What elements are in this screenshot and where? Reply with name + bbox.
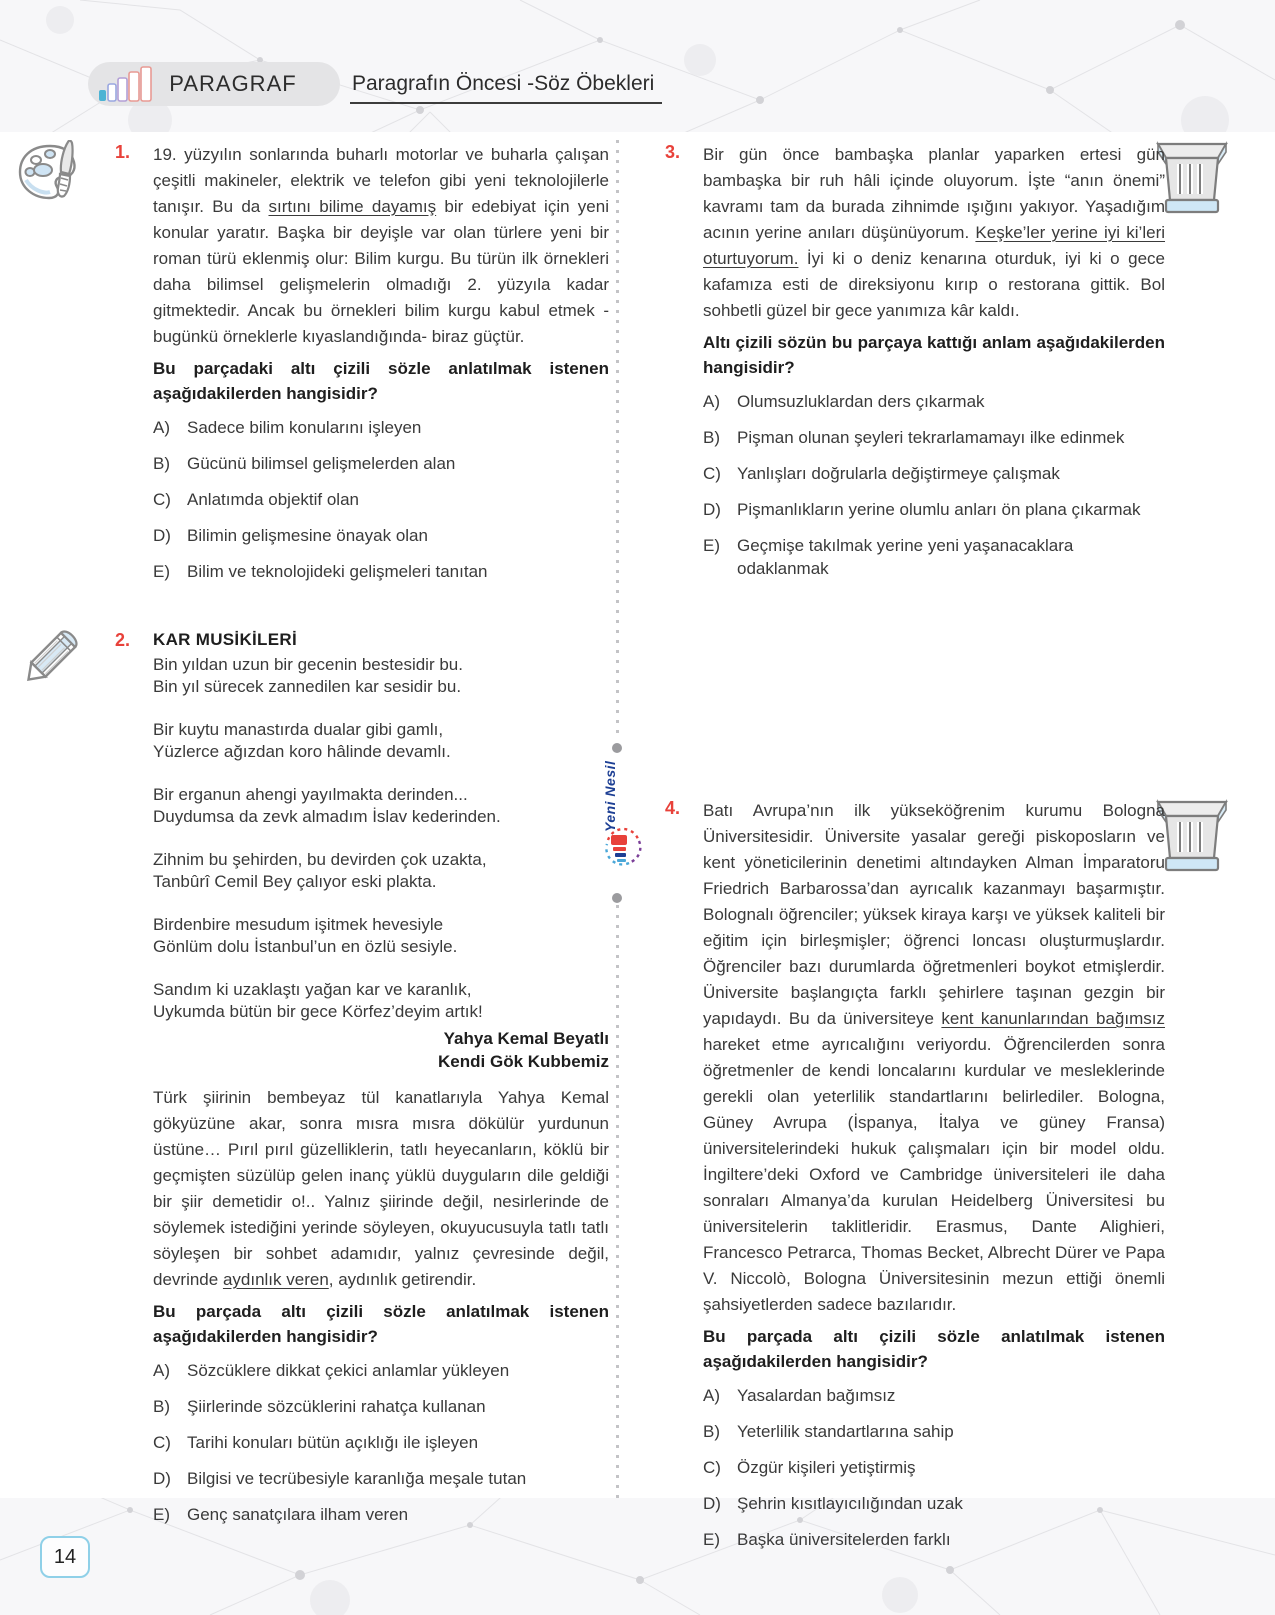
poem-title: KAR MUSİKİLERİ [153,630,297,649]
poem-attribution: Yahya Kemal Beyatlı Kendi Gök Kubbemiz [438,1029,609,1071]
option-d[interactable]: D) Pişmanlıkların yerine olumlu anları ön plana çıkarmak [703,500,1141,519]
question-1 [115,142,609,596]
option-a[interactable]: A) Yasalardan bağımsız [703,1386,896,1405]
option-a[interactable]: A) Olumsuzluklardan ders çıkarmak [703,392,985,411]
question-paragraph: Bir gün önce bambaşka planlar yaparken ertesi gün bambaşka bir ruh hâli içinde oluyorum. İşte “anın önemi” kavramı tam da burada zihnimde ışığını yakıyor. Yaşadığım acının yerine anıları düşünüyorum. Keşke’ler yerine iyi ki’leri oturtuyorum. İyi ki o deniz kenarına oturduk, iyi ki o gece kafamıza esti de direksiyonu kırıp o restorana gittik. Bol sohbetli güzel bir gece yanımıza kâr kaldı. [703,145,1166,320]
divider-dot [612,893,622,903]
option-b[interactable]: B) Gücünü bilimsel gelişmelerden alan [153,454,456,473]
question-paragraph: 19. yüzyılın sonlarında buharlı motorlar ve buharla çalışan çeşitli makineler, elektrik ve telefon gibi yeni teknolojilerle tanışır. Bu da sırtını bilime dayamış bir edebiyat için yeni konular yaratır. Başka bir deyişle var olan türlere yeni bir roman türü eklenmiş olur: Bilim kurgu. Bu türün ilk örnekleri daha bilimsel gelişmelerin olmadığı 2. yüzyıla kadar gitmektedir. Ancak bu örnekleri bilim kurgu kabul etmek -bugünkü örneklerle kıyaslandığında- biraz güçtür. [153,145,609,346]
option-c[interactable]: C) Anlatımda objektif olan [153,490,359,509]
question-stem: Altı çizili sözün bu parçaya kattığı anlam aşağıdakilerden hangisidir? [703,333,1165,377]
column-divider [616,905,619,1500]
question-number: 4. [665,798,681,818]
option-c[interactable]: C) Tarihi konuları bütün açıklığı ile işleyen [153,1433,479,1452]
page-number: 14 [40,1536,90,1578]
question-2 [115,630,609,1539]
option-b[interactable]: B) Pişman olunan şeyleri tekrarlamamayı ilke edinmek [703,428,1125,447]
option-c[interactable]: C) Yanlışları doğrularla değiştirmeye çalışmak [703,464,1060,483]
question-paragraph: Batı Avrupa’nın ilk yükseköğrenim kurumu Bologna Üniversitesidir. Üniversite yasalar gereği piskoposların ve kent yöneticilerinin denetimi altındayken Alman İmparatoru Friedrich Barbarossa’dan ayrıcalık kazanmayı başarmıştır. Bolognalı öğrenciler; yüksek kiraya karşı ve yüksek kaliteli bir eğitim için birleşmişler; öğrenci loncası oluşturmuşlardır. Öğrenciler bazı durumlarda öğretmenleri boykot etmişlerdir. Üniversite başlangıçta farklı şehirlere taşınan gezgin bir yapıdaydı. Bu da üniversiteye kent kanunlarından bağımsız hareket etme ayrıcalığını veriyordu. Öğrencilerden sonra öğretmenler de kendi loncalarını kurdular ve mesleklerinde gerekli olan yeterlilik standartlarını belirlediler. Bologna, Güney Avrupa (İspanya, İtalya ve güney Fransa) üniversitelerindeki hukuk çalışmaları için bir model oldu. İngiltere’deki Oxford ve Cambridge üniversiteleri ile daha sonraları Almanya’da kurulan Heidelberg Üniversitesi bu üniversitelerin taklitleridir. Erasmus, Dante Alighieri, Francesco Petrarca, Thomas Becket, Albrecht Dürer ve Papa V. Niccolò, Bologna Üniversitesinin mezun ettiği önemli şahsiyetlerden sadece bazılarıdır. [703,801,1165,1314]
brand-name: Yeni Nesil [602,760,618,832]
yeni-nesil-logo [602,826,644,870]
option-a[interactable]: A) Sadece bilim konularını işleyen [153,418,422,437]
option-a[interactable]: A) Sözcüklere dikkat çekici anlamlar yükleyen [153,1361,510,1380]
paint-palette-icon [16,140,86,206]
question-number: 2. [115,630,131,650]
column-divider [616,140,619,740]
question-number: 3. [665,142,681,162]
page-subtitle: Paragrafın Öncesi -Söz Öbekleri [352,72,655,95]
underlined-phrase: kent kanunlarından bağımsız [941,1009,1165,1028]
question-4 [665,798,1165,1564]
question-stem: Bu parçadaki altı çizili sözle anlatılmak istenen aşağıdakilerden hangisidir? [153,359,609,403]
option-e[interactable]: E) Başka üniversitelerden farklı [703,1530,951,1549]
question-paragraph: Türk şiirinin bembeyaz tül kanatlarıyla Yahya Kemal gökyüzüne akar, sonra mısra mısra dökülür yurdunun üstüne… Pırıl pırıl güzelliklerin, tatlı heyecanların, köklü bir geçmişten süzülüp gelen inanç yüklü duyguların dile geldiği bir şiir demetidir o!.. Yalnız şiirinde değil, nesirlerinde de söylemek istediğini yerinde söyleyen, okuyucusuyla tatlı tatlı söyleşen bir sohbet adamıdır, yalnız çevresinde değil, devrinde aydınlık veren, aydınlık getirendir. [153,1088,609,1289]
underlined-phrase: sırtını bilime dayamış [268,197,437,216]
topic-badge [88,62,340,106]
option-c[interactable]: C) Özgür kişileri yetiştirmiş [703,1458,916,1477]
question-3 [665,142,1165,593]
underlined-phrase: Keşke’ler yerine iyi ki’leri oturtuyorum. [703,223,1166,268]
options-list [703,1384,1165,1551]
options-list [703,390,1165,580]
option-e[interactable]: E) Genç sanatçılara ilham veren [153,1505,409,1524]
options-list [153,416,609,583]
question-stem: Bu parçada altı çizili sözle anlatılmak istenen aşağıdakilerden hangisidir? [153,1302,609,1346]
question-stem: Bu parçada altı çizili sözle anlatılmak istenen aşağıdakilerden hangisidir? [703,1327,1165,1371]
underlined-phrase: aydınlık veren [222,1270,329,1289]
options-list [153,1359,609,1526]
option-e[interactable]: E) Geçmişe takılmak yerine yeni yaşanacaklara odaklanmak [703,536,1074,578]
option-b[interactable]: B) Yeterlilik standartlarına sahip [703,1422,954,1441]
poem: Bin yıldan uzun bir gecenin bestesidir bu. Bin yıl sürecek zannedilen kar sesidir bu. Bir kuytu manastırda dualar gibi gamlı, Yüzlerce ağızdan koro hâlinde devamlı. Bir erganun ahengi yayılmakta derinden... Duydumsa da zevk almadım İslav kederinden. Zihnim bu şehirden, bu devirden çok uzakta, Tanbûrî Cemil Bey çalıyor eski plakta. Birdenbire mesudum işitmek hevesiyle Gönlüm dolu İstanbul’un en özlü sesiyle. Sandım ki uzaklaştı yağan kar ve karanlık, Uykumda bütün bir gece Körfez’deyim artık! [153,655,501,1021]
option-d[interactable]: D) Bilimin gelişmesine önayak olan [153,526,428,545]
option-b[interactable]: B) Şiirlerinde sözcüklerini rahatça kullanan [153,1397,486,1416]
option-d[interactable]: D) Şehrin kısıtlayıcılığından uzak [703,1494,963,1513]
topic-badge-label: PARAGRAF [169,71,297,96]
question-number: 1. [115,142,131,162]
subtitle-rule [350,102,662,104]
bar-chart-icon [98,66,152,102]
option-d[interactable]: D) Bilgisi ve tecrübesiyle karanlığa meşale tutan [153,1469,527,1488]
pencil-icon [16,626,82,692]
option-e[interactable]: E) Bilim ve teknolojideki gelişmeleri tanıtan [153,562,488,581]
